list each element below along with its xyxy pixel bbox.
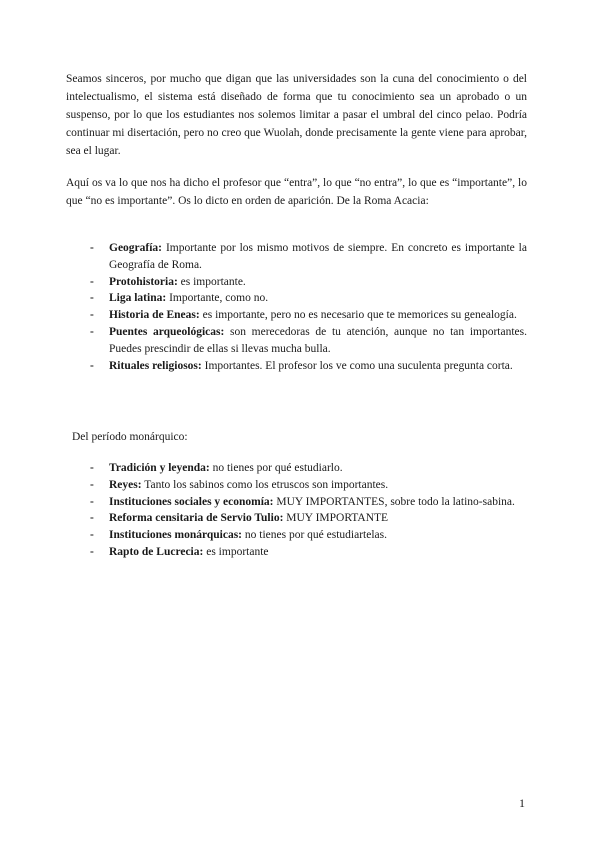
bullet-dash: - bbox=[90, 359, 94, 372]
bullet-dash: - bbox=[90, 309, 94, 322]
list-item bbox=[90, 510, 527, 527]
bullet-dash: - bbox=[90, 275, 94, 288]
list-item bbox=[90, 494, 527, 511]
item-text: Tanto los sabinos como los etruscos son importantes. bbox=[141, 478, 389, 491]
item-term: Instituciones monárquicas: bbox=[109, 529, 243, 542]
page-number: 1 bbox=[519, 796, 525, 810]
item-term: Reyes: bbox=[109, 478, 142, 491]
item-text: MUY IMPORTANTE bbox=[283, 512, 389, 525]
bullet-dash: - bbox=[90, 512, 94, 525]
item-term: Reforma censitaria de Servio Tulio: bbox=[109, 512, 284, 525]
list-item bbox=[90, 307, 527, 324]
bullet-dash: - bbox=[90, 462, 94, 474]
item-term: Rituales religiosos: bbox=[109, 359, 202, 372]
list-item bbox=[90, 358, 527, 375]
item-term: Geografía: bbox=[109, 242, 163, 254]
item-term: Tradición y leyenda: bbox=[109, 462, 210, 474]
item-text: MUY IMPORTANTES, sobre todo la latino-sabina. bbox=[273, 495, 515, 508]
list-item bbox=[90, 544, 527, 561]
list-item bbox=[90, 290, 527, 307]
item-term: Protohistoria: bbox=[109, 275, 178, 288]
list-item bbox=[90, 527, 527, 544]
bullet-dash: - bbox=[90, 242, 94, 254]
item-text: no tienes por qué estudiarlo. bbox=[209, 462, 343, 474]
section1-intro-paragraph: Aquí os va lo que nos ha dicho el profesor que “entra”, lo que “no entra”, lo que es “importante”, lo que “no es importante”. Os lo dicto en orden de aparición. De la Roma Acacia: bbox=[66, 177, 527, 207]
item-text: son merecedoras de tu atención, aunque no tan importantes. Puedes prescindir de ellas si llevas mucha bulla. bbox=[109, 325, 527, 355]
item-text: Importante por los mismo motivos de siempre. En concreto es importante la Geografía de Roma. bbox=[109, 242, 527, 271]
intro-paragraph: Seamos sinceros, por mucho que digan que las universidades son la cuna del conocimiento o del intelectualismo, el sistema está diseñado de forma que tu conocimiento sea un aprobado o un suspenso, por lo que los estudiantes nos solemos limitar a pasar el umbral del cinco pelao. Podría continuar mi disertación, pero no creo que Wuolah, donde precisamente la gente viene para aprobar, sea el lugar. bbox=[66, 73, 527, 157]
section2-heading: Del período monárquico: bbox=[72, 431, 188, 443]
item-text: es importante, pero no es necesario que te memorices su genealogía. bbox=[199, 309, 517, 322]
item-text: Importante, como no. bbox=[166, 292, 269, 305]
item-term: Puentes arqueológicas: bbox=[109, 325, 225, 338]
roma-acacia-list bbox=[90, 240, 527, 374]
list-item bbox=[90, 274, 527, 291]
list-item bbox=[90, 240, 527, 274]
item-term: Liga latina: bbox=[109, 292, 167, 305]
item-text: es importante. bbox=[177, 275, 246, 288]
bullet-dash: - bbox=[90, 529, 94, 542]
item-text: no tienes por qué estudiartelas. bbox=[242, 529, 388, 542]
bullet-dash: - bbox=[90, 545, 94, 558]
item-term: Instituciones sociales y economía: bbox=[109, 495, 274, 508]
bullet-dash: - bbox=[90, 495, 94, 508]
list-item bbox=[90, 477, 527, 494]
item-text: Importantes. El profesor los ve como una suculenta pregunta corta. bbox=[201, 359, 513, 372]
bullet-dash: - bbox=[90, 325, 94, 338]
bullet-dash: - bbox=[90, 478, 94, 491]
item-term: Rapto de Lucrecia: bbox=[109, 545, 204, 558]
list-item bbox=[90, 324, 527, 358]
item-text: es importante bbox=[203, 545, 269, 558]
item-term: Historia de Eneas: bbox=[109, 309, 200, 322]
list-item bbox=[90, 460, 527, 477]
periodo-monarquico-list bbox=[90, 460, 527, 561]
bullet-dash: - bbox=[90, 292, 94, 305]
